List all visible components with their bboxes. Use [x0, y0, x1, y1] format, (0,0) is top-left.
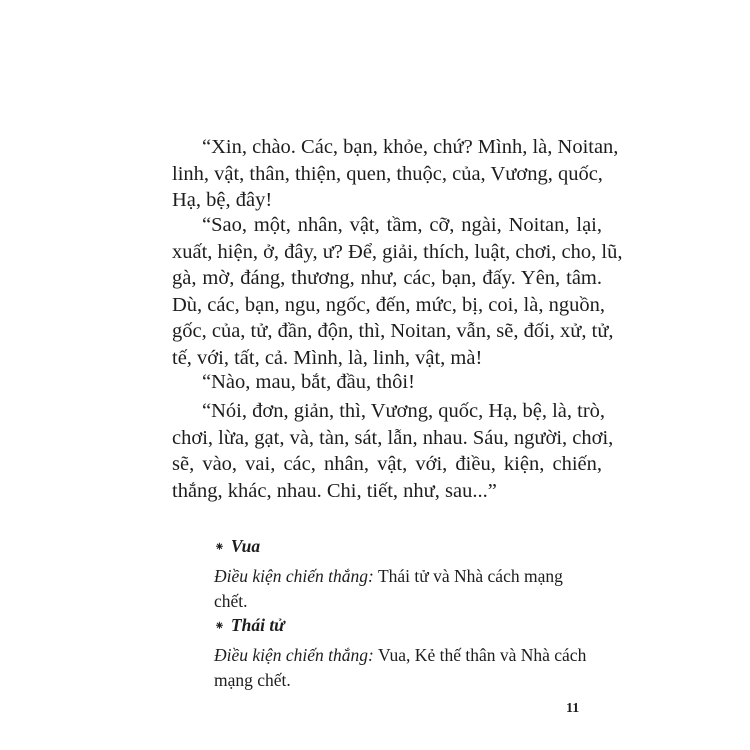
text-line: “Nói, đơn, giản, thì, Vương, quốc, Hạ, bệ, là, trò, — [202, 400, 606, 422]
text-line: chơi, lừa, gạt, và, tàn, sát, lẫn, nhau. Sáu, người, chơi, — [172, 426, 614, 449]
role-heading — [214, 535, 594, 559]
win-condition-text: mạng chết. — [214, 670, 291, 690]
role-name: Vua — [230, 536, 261, 556]
dialogue-paragraph-4 — [172, 398, 614, 504]
win-condition-text: chết. — [214, 591, 248, 611]
win-condition-text: Thái tử và Nhà cách mạng — [373, 566, 563, 586]
text-line: gốc, của, tử, đần, độn, thì, Noitan, vẫn, sẽ, đối, xử, tử, — [172, 320, 614, 342]
win-condition-text: Vua, Kẻ thế thân và Nhà cách — [373, 645, 587, 665]
text-line: Hạ, bệ, đây! — [172, 189, 273, 211]
text-line: gà, mờ, đáng, thương, như, các, bạn, đấy. Yên, tâm. — [172, 267, 602, 289]
win-condition-label: Điều kiện chiến thắng: — [214, 645, 374, 665]
role-name: Thái tử — [230, 615, 285, 635]
text-line: xuất, hiện, ở, đây, ư? Để, giải, thích, luật, chơi, cho, lũ, — [172, 240, 623, 263]
text-line: linh, vật, thân, thiện, quen, thuộc, của, Vương, quốc, — [172, 162, 603, 185]
text-line: “Sao, một, nhân, vật, tầm, cỡ, ngài, Noitan, lại, — [202, 214, 602, 236]
text-line: “Nào, mau, bắt, đầu, thôi! — [202, 371, 415, 393]
role-entry-vua — [214, 535, 594, 614]
dialogue-paragraph-1 — [172, 134, 619, 214]
text-line: thắng, khác, nhau. Chi, tiết, như, sau...” — [172, 479, 497, 502]
star-bullet-icon: ⁕ — [214, 618, 225, 633]
dialogue-paragraph-2 — [172, 212, 623, 371]
text-line: Dù, các, bạn, ngu, ngốc, đến, mức, bị, coi, là, nguồn, — [172, 293, 605, 316]
star-bullet-icon: ⁕ — [214, 539, 225, 554]
text-line: “Xin, chào. Các, bạn, khỏe, chứ? Mình, là, Noitan, — [202, 136, 619, 158]
text-line: sẽ, vào, vai, các, nhân, vật, với, điều, kiện, chiến, — [172, 453, 602, 475]
role-heading — [214, 614, 594, 638]
text-line: tế, với, tất, cả. Mình, là, linh, vật, mà! — [172, 346, 483, 369]
dialogue-paragraph-3 — [172, 369, 602, 396]
page-number: 11 — [566, 701, 580, 716]
win-condition — [214, 564, 594, 614]
role-entry-thai-tu — [214, 614, 594, 693]
win-condition — [214, 643, 594, 693]
win-condition-label: Điều kiện chiến thắng: — [214, 566, 374, 586]
